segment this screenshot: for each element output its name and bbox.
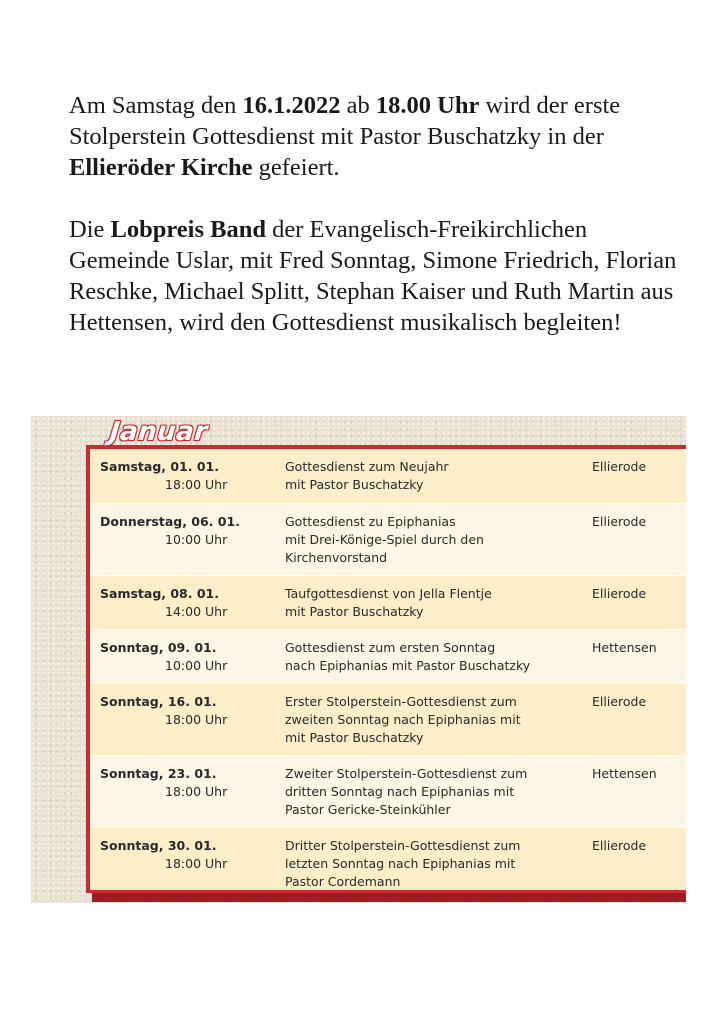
event-description-line: zweiten Sonntag nach Epiphanias mit: [285, 712, 521, 727]
event-time: 18:00 Uhr: [165, 477, 228, 492]
table-row: [90, 629, 686, 684]
event-place: Ellierode: [592, 838, 647, 853]
event-date-cell: [100, 458, 285, 494]
event-description-line: mit Pastor Buschatzky: [285, 604, 424, 619]
event-date-cell: [100, 693, 285, 729]
intro-text-span: ab: [340, 92, 376, 119]
event-description-line: Gottesdienst zum Neujahr: [285, 459, 449, 474]
event-description: [285, 458, 575, 494]
event-description: [285, 693, 575, 747]
event-description-line: Erster Stolperstein-Gottesdienst zum: [285, 694, 517, 709]
event-location: Ellieröder Kirche: [69, 154, 253, 181]
calendar-panel: [31, 416, 686, 903]
event-place: Ellierode: [592, 586, 647, 601]
event-date-cell: [100, 513, 285, 549]
event-description-line: letzten Sonntag nach Epiphanias mit: [285, 856, 516, 871]
event-day: Samstag, 01. 01.: [100, 459, 220, 474]
table-row: [90, 449, 686, 503]
event-day: Sonntag, 16. 01.: [100, 694, 217, 709]
event-description-line: Pastor Cordemann: [285, 874, 401, 889]
event-description-line: Pastor Gericke-Steinkühler: [285, 802, 451, 817]
event-place: Hettensen: [592, 640, 657, 655]
event-place: Ellierode: [592, 514, 647, 529]
intro-text-span: Die: [69, 216, 111, 243]
event-time: 18:00 Uhr: [165, 712, 228, 727]
event-place: Ellierode: [592, 694, 647, 709]
event-description: [285, 513, 575, 567]
event-description-line: Gottesdienst zu Epiphanias: [285, 514, 456, 529]
event-day: Donnerstag, 06. 01.: [100, 514, 240, 529]
event-description-line: mit Pastor Buschatzky: [285, 477, 424, 492]
event-date-cell: [100, 639, 285, 675]
event-day: Sonntag, 09. 01.: [100, 640, 217, 655]
event-description: [285, 585, 575, 621]
event-description: [285, 639, 575, 675]
event-date-cell: [100, 585, 285, 621]
event-description-line: dritten Sonntag nach Epiphanias mit: [285, 784, 515, 799]
intro-paragraph-2: [69, 214, 689, 338]
event-time: 18.00 Uhr: [375, 92, 480, 119]
event-description-line: Kirchenvorstand: [285, 550, 388, 565]
event-place: Hettensen: [592, 766, 657, 781]
event-description-line: mit Drei-Könige-Spiel durch den: [285, 532, 484, 547]
event-description: [285, 837, 575, 891]
event-description-line: mit Pastor Buschatzky: [285, 730, 424, 745]
event-day: Samstag, 08. 01.: [100, 586, 220, 601]
event-description-line: Gottesdienst zum ersten Sonntag: [285, 640, 496, 655]
event-time: 10:00 Uhr: [165, 658, 228, 673]
intro-text-span: Am Samstag den: [69, 92, 243, 119]
intro-text-span: gefeiert.: [252, 154, 340, 181]
event-day: Sonntag, 30. 01.: [100, 838, 217, 853]
table-row: [90, 575, 686, 630]
event-description-line: nach Epiphanias mit Pastor Buschatzky: [285, 658, 531, 673]
event-date-cell: [100, 765, 285, 801]
table-row: [90, 683, 686, 756]
event-day: Sonntag, 23. 01.: [100, 766, 217, 781]
table-row: [90, 827, 686, 890]
intro-text: [69, 90, 689, 338]
event-time: 18:00 Uhr: [165, 784, 228, 799]
event-description: [285, 765, 575, 819]
intro-text-span: der Evangelisch-Freikirchlichen Gemeinde Uslar, mit Fred Sonntag, Simone Friedrich, Florian Reschke, Michael Splitt, Stephan Kaiser und Ruth Martin aus Hettensen, wird den Gottesdienst musikalisch begleiten!: [69, 216, 677, 336]
table-row: [90, 755, 686, 828]
calendar-table: [90, 449, 686, 889]
event-date-cell: [100, 837, 285, 873]
table-row: [90, 503, 686, 576]
month-heading: Januar: [108, 417, 210, 447]
intro-text-span: wird der erste Stolperstein Gottesdienst mit Pastor Buschatzky in der: [69, 92, 621, 150]
event-time: 14:00 Uhr: [165, 604, 228, 619]
event-description-line: Dritter Stolperstein-Gottesdienst zum: [285, 838, 521, 853]
event-place: Ellierode: [592, 459, 647, 474]
event-description-line: Taufgottesdienst von Jella Flentje: [285, 586, 492, 601]
event-time: 18:00 Uhr: [165, 856, 228, 871]
event-description-line: Zweiter Stolperstein-Gottesdienst zum: [285, 766, 528, 781]
intro-paragraph-1: [69, 90, 689, 183]
event-date: 16.1.2022: [242, 92, 341, 119]
band-name: Lobpreis Band: [110, 216, 266, 243]
event-time: 10:00 Uhr: [165, 532, 228, 547]
